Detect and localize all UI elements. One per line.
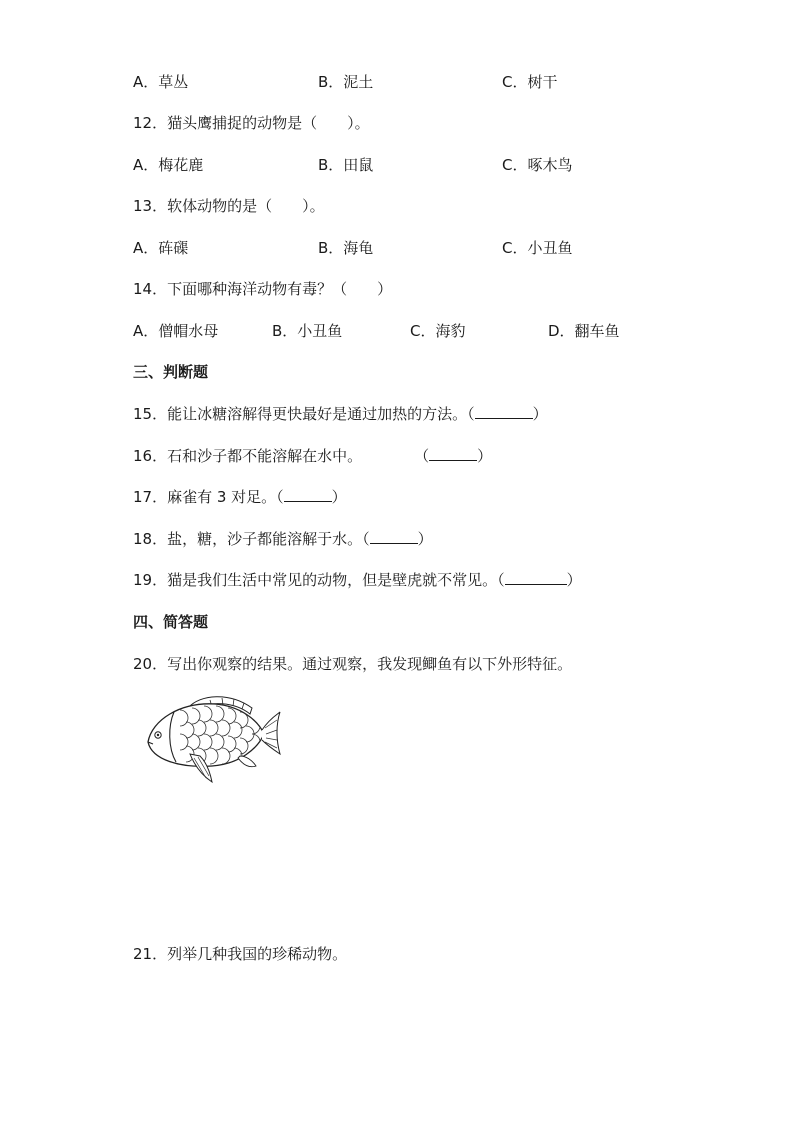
q19-answer-blank[interactable] [505,570,567,585]
q16-item [133,446,492,466]
q12-option-a: A．梅花鹿 [133,156,204,174]
q15-item [133,404,548,424]
q17-item [133,487,347,507]
q11-option-a: A．草丛 [133,73,189,91]
q18-item [133,529,433,549]
q14-option-c: C．海豹 [410,322,466,340]
q17-text: 17．麻雀有 3 对足。（ [133,488,284,506]
q14-option-d: D．翻车鱼 [548,322,620,340]
q16-answer-blank[interactable] [429,446,477,461]
q16-close-paren: ） [477,447,493,465]
q14-option-a: A．僧帽水母 [133,322,219,340]
q15-close-paren: ） [532,405,548,423]
q14-stem: 14．下面哪种海洋动物有毒？（ ） [133,280,393,298]
q19-text: 19．猫是我们生活中常见的动物，但是壁虎就不常见。（ [133,571,505,589]
section-heading-judgement: 三、判断题 [133,363,209,381]
q17-answer-blank[interactable] [284,487,332,502]
q19-item [133,570,582,590]
q17-close-paren: ） [331,488,347,506]
q20-stem: 20．写出你观察的结果。通过观察，我发现鲫鱼有以下外形特征。 [133,655,573,673]
q16-open-paren: （ [414,447,430,465]
section-heading-short-answer: 四、简答题 [133,613,209,631]
q12-option-c: C．啄木鸟 [502,156,573,174]
q11-option-b: B．泥土 [318,73,374,91]
q15-answer-blank[interactable] [475,404,533,419]
q21-stem: 21．列举几种我国的珍稀动物。 [133,945,348,963]
q18-answer-blank[interactable] [370,529,418,544]
q16-text: 16．石和沙子都不能溶解在水中。 [133,447,363,465]
q11-option-c: C．树干 [502,73,558,91]
q19-close-paren: ） [566,571,582,589]
q18-close-paren: ） [417,530,433,548]
q15-text: 15．能让冰糖溶解得更快最好是通过加热的方法。（ [133,405,475,423]
fish-drawing-icon [140,690,285,790]
q13-option-b: B．海龟 [318,239,374,257]
q18-text: 18．盐，糖，沙子都能溶解于水。（ [133,530,370,548]
q13-option-a: A．砗磲 [133,239,189,257]
q14-option-b: B．小丑鱼 [272,322,343,340]
q12-option-b: B．田鼠 [318,156,374,174]
q13-stem: 13．软体动物的是（ ）。 [133,197,325,215]
q13-option-c: C．小丑鱼 [502,239,573,257]
q12-stem: 12．猫头鹰捕捉的动物是（ ）。 [133,114,370,132]
